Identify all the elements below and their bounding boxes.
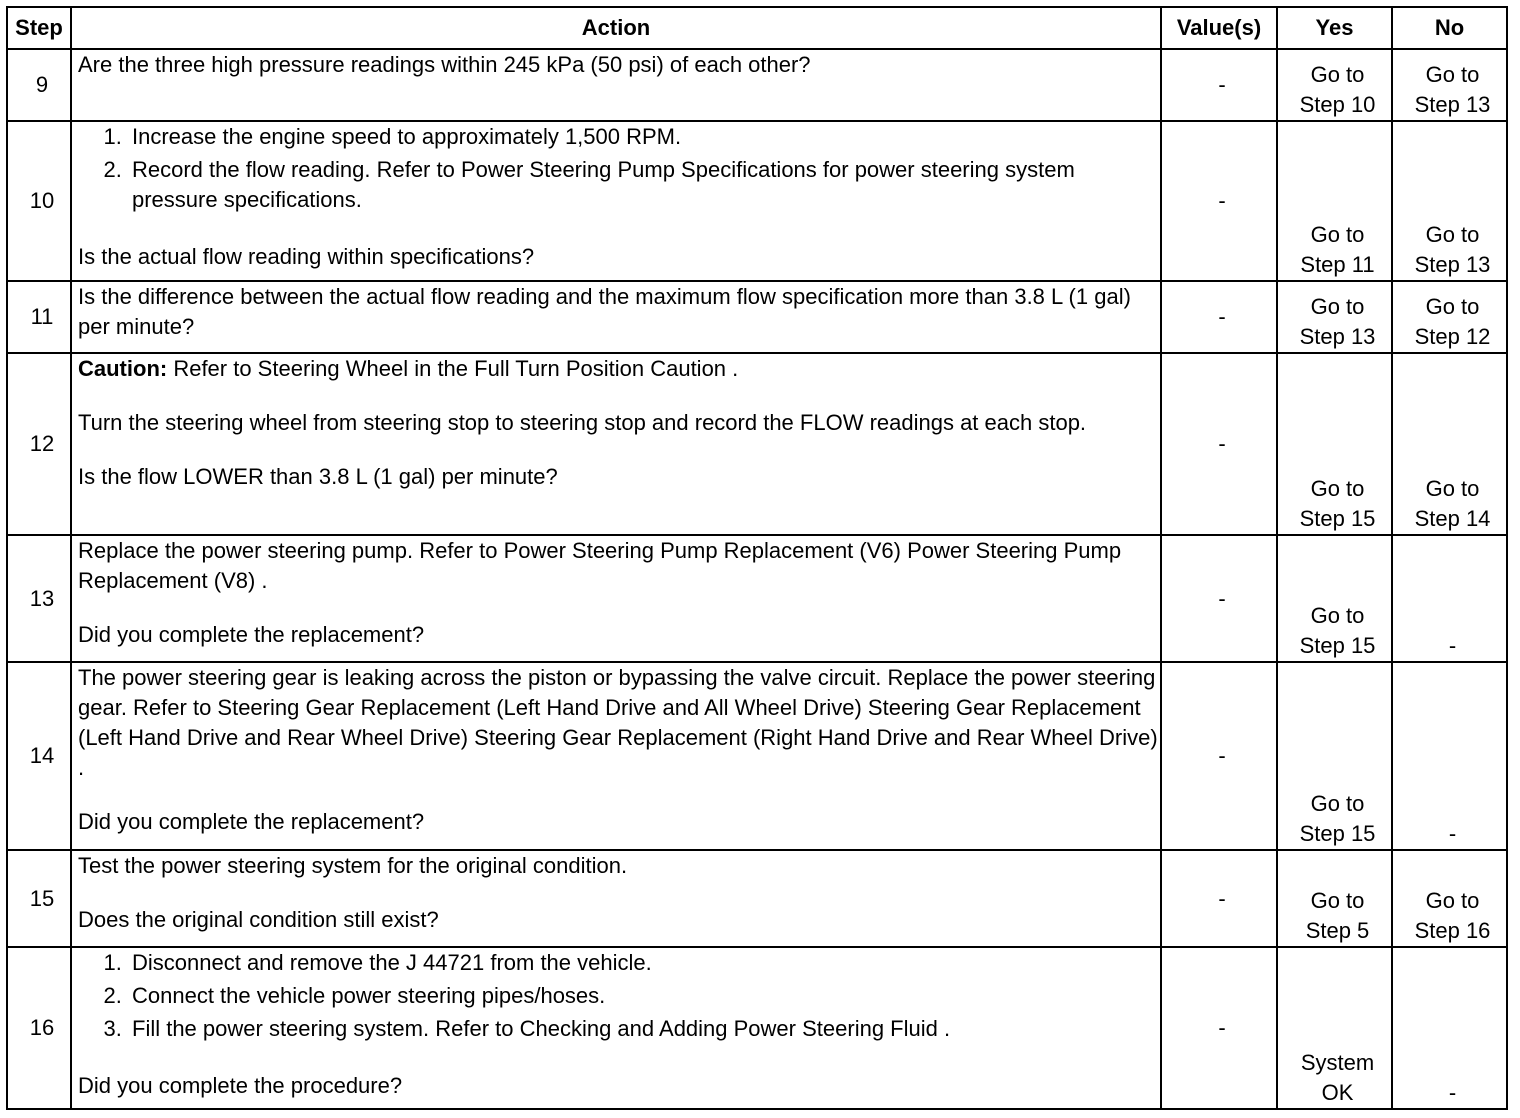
action-cell xyxy=(71,121,1161,281)
question-text: Is the flow LOWER than 3.8 L (1 gal) per minute? xyxy=(78,464,558,489)
yes-line: System xyxy=(1300,1050,1375,1075)
action-cell xyxy=(71,947,1161,1109)
step-number: 11 xyxy=(7,281,71,353)
no-cell xyxy=(1392,353,1507,535)
value-cell: - xyxy=(1161,850,1277,947)
yes-cell xyxy=(1277,850,1392,947)
value-cell: - xyxy=(1161,121,1277,281)
yes-line: Step 11 xyxy=(1300,252,1375,277)
no-line: Step 13 xyxy=(1414,92,1491,117)
no-line: Go to xyxy=(1425,888,1480,913)
yes-cell xyxy=(1277,281,1392,353)
action-cell xyxy=(71,662,1161,850)
table-row xyxy=(7,947,1507,1109)
no-line: Step 16 xyxy=(1414,918,1491,943)
table-row xyxy=(7,353,1507,535)
action-cell xyxy=(71,49,1161,121)
action-steps-list xyxy=(78,948,1160,1044)
no-cell xyxy=(1392,947,1507,1109)
list-item: 1. Disconnect and remove the J 44721 from the vehicle. xyxy=(128,948,1160,978)
no-cell xyxy=(1392,850,1507,947)
step-number: 15 xyxy=(7,850,71,947)
yes-line: Go to xyxy=(1310,603,1365,628)
no-line: - xyxy=(1448,821,1457,846)
question-text: Did you complete the replacement? xyxy=(78,622,425,647)
no-line: Go to xyxy=(1425,476,1480,501)
yes-line: Step 15 xyxy=(1299,821,1376,846)
no-line: Go to xyxy=(1425,222,1480,247)
yes-cell xyxy=(1277,662,1392,850)
yes-line: Step 5 xyxy=(1305,918,1370,943)
header-values: Value(s) xyxy=(1161,7,1277,49)
no-cell xyxy=(1392,281,1507,353)
caution-note xyxy=(78,354,1160,384)
value-cell: - xyxy=(1161,49,1277,121)
table-row xyxy=(7,850,1507,947)
question-text: Is the difference between the actual flow reading and the maximum flow specification more than 3.8 L (1 gal) per minute? xyxy=(78,284,1131,339)
step-number: 16 xyxy=(7,947,71,1109)
question-text: Is the actual flow reading within specifications? xyxy=(78,244,535,269)
no-line: Step 13 xyxy=(1414,252,1491,277)
header-no: No xyxy=(1392,7,1507,49)
no-cell xyxy=(1392,121,1507,281)
value-cell: - xyxy=(1161,947,1277,1109)
no-line: - xyxy=(1448,633,1457,658)
yes-cell xyxy=(1277,947,1392,1109)
instruction-text: Replace the power steering pump. Refer to Power Steering Pump Replacement (V6) Power Steering Pump Replacement (V8) . xyxy=(78,538,1122,593)
yes-cell xyxy=(1277,121,1392,281)
header-step: Step xyxy=(7,7,71,49)
instruction-text: Test the power steering system for the original condition. xyxy=(78,853,628,878)
list-item: 1. Increase the engine speed to approximately 1,500 RPM. xyxy=(128,122,1160,152)
no-line: - xyxy=(1448,1080,1457,1105)
action-steps-list xyxy=(78,122,1160,215)
step-number: 13 xyxy=(7,535,71,662)
table-row xyxy=(7,535,1507,662)
step-number: 14 xyxy=(7,662,71,850)
table-row xyxy=(7,281,1507,353)
yes-line: Go to xyxy=(1310,476,1365,501)
yes-line: Step 10 xyxy=(1299,92,1376,117)
list-item: 2. Record the flow reading. Refer to Power Steering Pump Specifications for power steering system pressure specifications. xyxy=(128,155,1160,215)
no-cell xyxy=(1392,662,1507,850)
caution-text: Refer to Steering Wheel in the Full Turn Position Caution . xyxy=(167,356,739,381)
caution-label: Caution: xyxy=(78,356,168,381)
question-text: Does the original condition still exist? xyxy=(78,907,439,932)
question-text: Are the three high pressure readings within 245 kPa (50 psi) of each other? xyxy=(78,52,811,77)
yes-cell xyxy=(1277,535,1392,662)
table-row xyxy=(7,662,1507,850)
question-text: Did you complete the replacement? xyxy=(78,809,425,834)
value-cell: - xyxy=(1161,535,1277,662)
yes-line: Step 15 xyxy=(1299,633,1376,658)
list-item: 3. Fill the power steering system. Refer to Checking and Adding Power Steering Fluid . xyxy=(128,1014,1160,1044)
yes-line: Step 15 xyxy=(1299,506,1376,531)
no-line: Go to xyxy=(1425,294,1480,319)
header-yes: Yes xyxy=(1277,7,1392,49)
no-cell xyxy=(1392,535,1507,662)
yes-line: Go to xyxy=(1310,888,1365,913)
yes-line: OK xyxy=(1321,1080,1354,1105)
no-cell xyxy=(1392,49,1507,121)
instruction-text: Turn the steering wheel from steering stop to steering stop and record the FLOW readings at each stop. xyxy=(78,410,1087,435)
action-cell xyxy=(71,281,1161,353)
header-row xyxy=(7,7,1507,49)
value-cell: - xyxy=(1161,662,1277,850)
instruction-text: The power steering gear is leaking across the piston or bypassing the valve circuit. Replace the power steering gear. Refer to Steering Gear Replacement (Left Hand Drive and All Wheel Drive) Steering Gear Replacement (Left Hand Drive and Rear Wheel Drive) Steering Gear Replacement (Right Hand Drive and Rear Wheel Drive) . xyxy=(78,665,1158,780)
value-cell: - xyxy=(1161,281,1277,353)
action-cell xyxy=(71,535,1161,662)
no-line: Step 14 xyxy=(1414,506,1491,531)
step-number: 10 xyxy=(7,121,71,281)
no-line: Go to xyxy=(1425,62,1480,87)
yes-line: Go to xyxy=(1310,222,1365,247)
step-number: 9 xyxy=(7,49,71,121)
yes-line: Go to xyxy=(1310,294,1365,319)
yes-line: Go to xyxy=(1310,791,1365,816)
yes-line: Step 13 xyxy=(1299,324,1376,349)
value-cell: - xyxy=(1161,353,1277,535)
action-cell xyxy=(71,850,1161,947)
table-row xyxy=(7,121,1507,281)
yes-line: Go to xyxy=(1310,62,1365,87)
diagnostic-table xyxy=(6,6,1508,1110)
list-item: 2. Connect the vehicle power steering pipes/hoses. xyxy=(128,981,1160,1011)
yes-cell xyxy=(1277,353,1392,535)
no-line: Step 12 xyxy=(1414,324,1491,349)
header-action: Action xyxy=(71,7,1161,49)
yes-cell xyxy=(1277,49,1392,121)
action-cell xyxy=(71,353,1161,535)
step-number: 12 xyxy=(7,353,71,535)
question-text: Did you complete the procedure? xyxy=(78,1073,403,1098)
table-row xyxy=(7,49,1507,121)
